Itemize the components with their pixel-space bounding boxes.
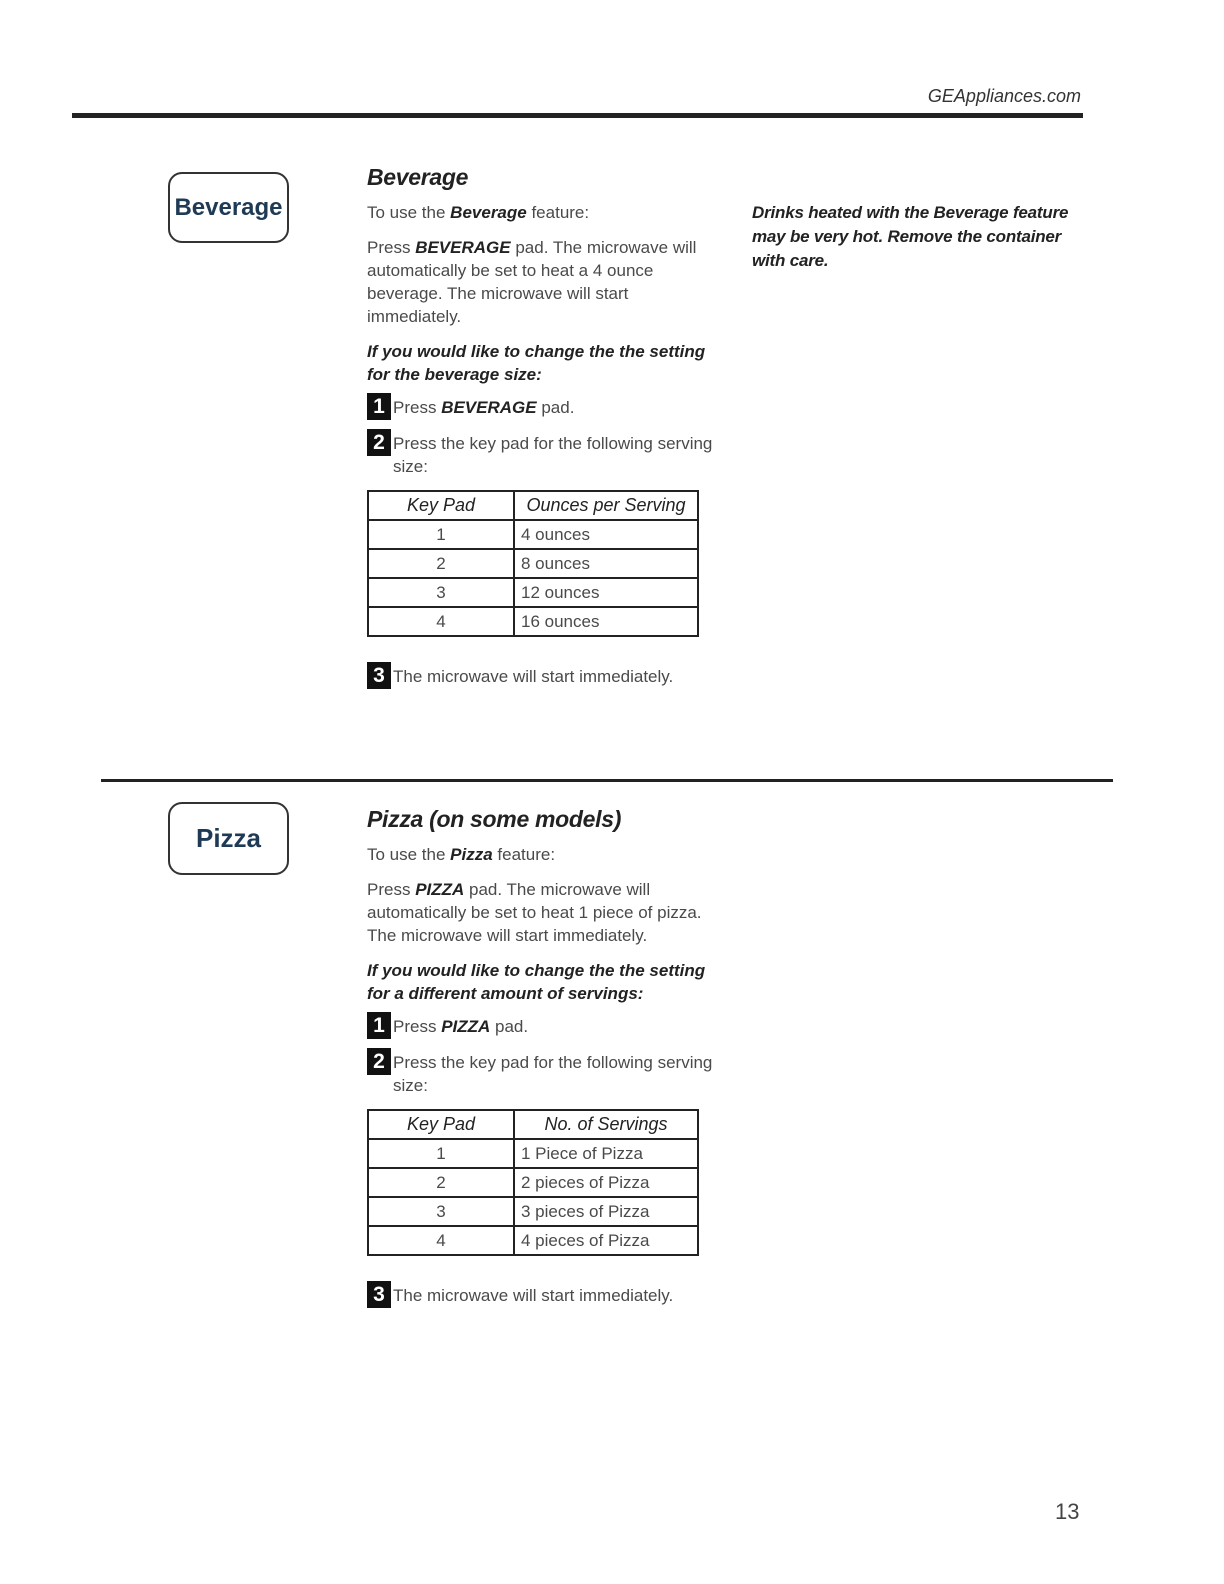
beverage-step-1: 1 Press BEVERAGE pad. [367,396,727,420]
table-cell: 16 ounces [514,607,698,636]
step-number-badge: 3 [367,662,391,689]
beverage-section [367,164,727,701]
beverage-step-2: 2 Press the key pad for the following serving size: [367,432,727,478]
page-number: 13 [1055,1499,1080,1524]
pizza-step-2: 2 Press the key pad for the following serving size: [367,1051,727,1097]
table-cell: 1 [368,520,514,549]
table-cell: 2 [368,1168,514,1197]
table-cell: 4 pieces of Pizza [514,1226,698,1255]
table-row [368,1168,698,1197]
step-number-badge: 3 [367,1281,391,1308]
beverage-description: Press BEVERAGE pad. The microwave will automatically be set to heat a 4 ounce beverage. The microwave will start immediately. [367,238,697,326]
table-row [368,1226,698,1255]
table-header-row [368,491,698,520]
table-cell: 4 [368,1226,514,1255]
step-number-badge: 2 [367,1048,391,1075]
pizza-description: Press PIZZA pad. The microwave will automatically be set to heat 1 piece of pizza. The microwave will start immediately. [367,880,702,945]
table-cell: 2 [368,549,514,578]
table-cell: 2 pieces of Pizza [514,1168,698,1197]
pizza-step-3: 3 The microwave will start immediately. [367,1284,727,1308]
beverage-caution-note: Drinks heated with the Beverage feature may be very hot. Remove the container with care. [752,203,1069,270]
top-rule [72,113,1083,118]
table-cell: 1 Piece of Pizza [514,1139,698,1168]
table-header: Ounces per Serving [514,491,698,520]
beverage-intro: To use the Beverage feature: [367,203,590,222]
table-header: Key Pad [368,1110,514,1139]
step-number-badge: 1 [367,393,391,420]
table-header: Key Pad [368,491,514,520]
site-url: GEAppliances.com [927,86,1081,106]
table-row [368,1139,698,1168]
pizza-step-1: 1 Press PIZZA pad. [367,1015,727,1039]
table-header-row [368,1110,698,1139]
table-row [368,549,698,578]
pizza-change-heading: If you would like to change the the setting for a different amount of servings: [367,961,706,1003]
pizza-pad-icon: Pizza [168,802,289,875]
step-number-badge: 1 [367,1012,391,1039]
pizza-title: Pizza (on some models) [367,806,622,832]
pizza-serving-table [367,1109,699,1256]
table-cell: 8 ounces [514,549,698,578]
table-row [368,607,698,636]
table-cell: 3 [368,578,514,607]
beverage-serving-table [367,490,699,637]
pizza-intro: To use the Pizza feature: [367,845,556,864]
table-row [368,1197,698,1226]
table-cell: 12 ounces [514,578,698,607]
table-cell: 4 [368,607,514,636]
table-cell: 3 pieces of Pizza [514,1197,698,1226]
pizza-section [367,806,727,1320]
beverage-step-3: 3 The microwave will start immediately. [367,665,727,689]
table-row [368,520,698,549]
table-cell: 3 [368,1197,514,1226]
table-header: No. of Servings [514,1110,698,1139]
table-cell: 4 ounces [514,520,698,549]
beverage-title: Beverage [367,164,469,190]
table-row [368,578,698,607]
step-number-badge: 2 [367,429,391,456]
beverage-pad-icon: Beverage [168,172,289,243]
beverage-change-heading: If you would like to change the the setting for the beverage size: [367,342,706,384]
section-divider [101,779,1113,782]
table-cell: 1 [368,1139,514,1168]
